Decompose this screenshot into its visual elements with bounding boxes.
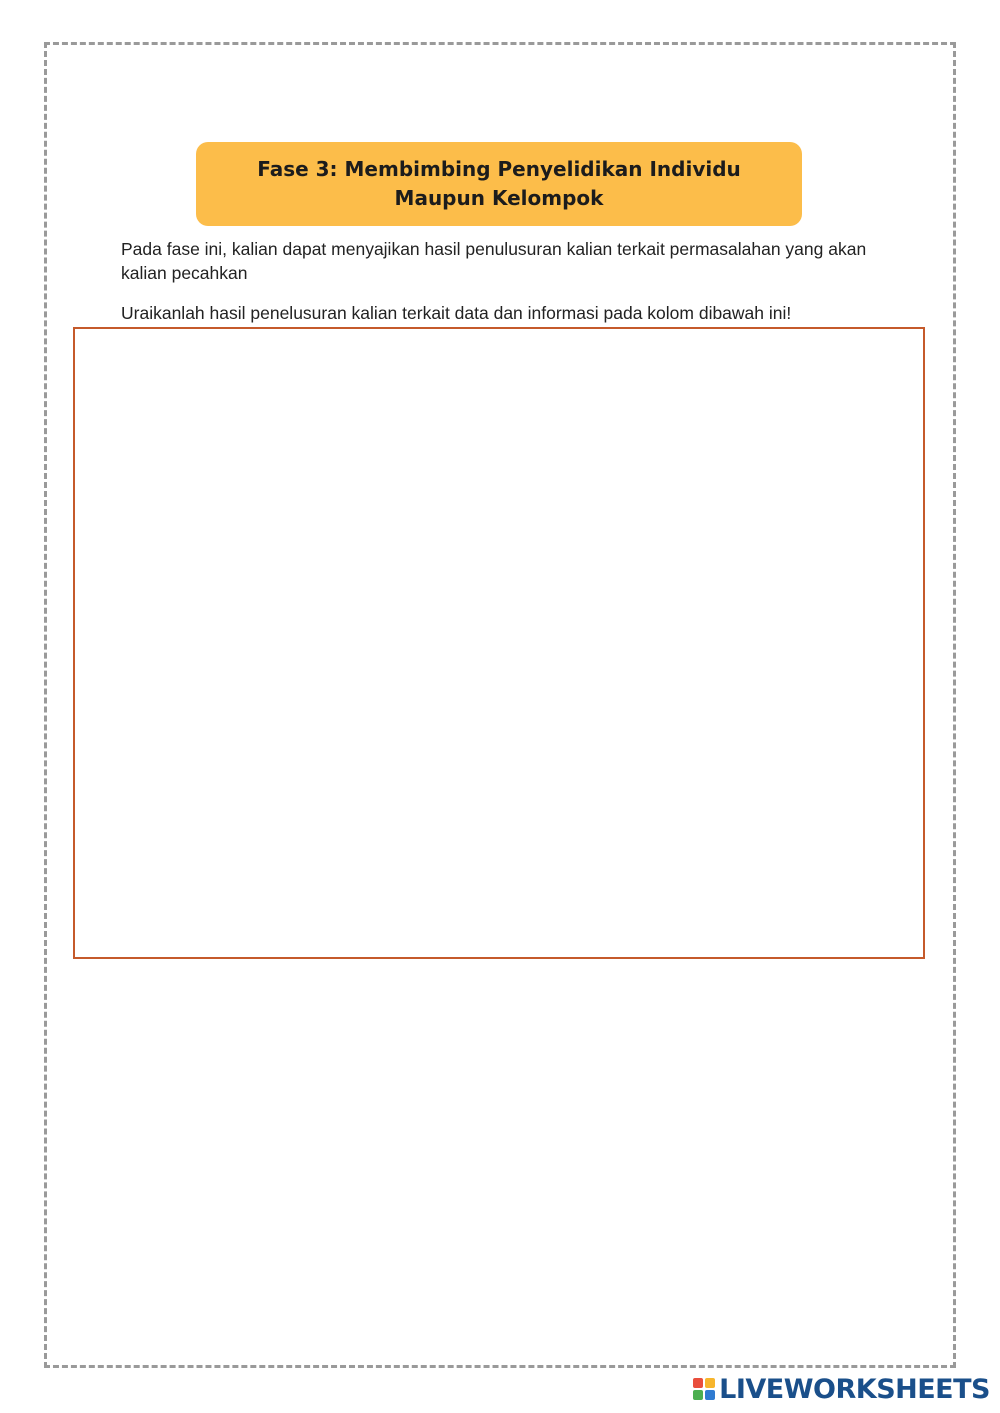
phase-title-line1: Fase 3: Membimbing Penyelidikan Individu [257, 157, 741, 181]
liveworksheets-brand[interactable] [693, 1373, 990, 1405]
logo-square-blue [705, 1390, 715, 1400]
phase-title-line2: Maupun Kelompok [394, 186, 604, 210]
logo-square-red [693, 1378, 703, 1388]
intro-text: Pada fase ini, kalian dapat menyajikan hasil penulusuran kalian terkait permasalahan yang akan kalian pecahkan [121, 239, 867, 283]
answer-box[interactable] [73, 327, 925, 959]
instruction-text: Uraikanlah hasil penelusuran kalian terkait data dan informasi pada kolom dibawah ini! [121, 303, 792, 323]
brand-name: LIVEWORKSHEETS [719, 1373, 990, 1405]
logo-square-yellow [705, 1378, 715, 1388]
phase-banner [196, 142, 802, 226]
liveworksheets-logo-icon [693, 1378, 715, 1400]
logo-square-green [693, 1390, 703, 1400]
